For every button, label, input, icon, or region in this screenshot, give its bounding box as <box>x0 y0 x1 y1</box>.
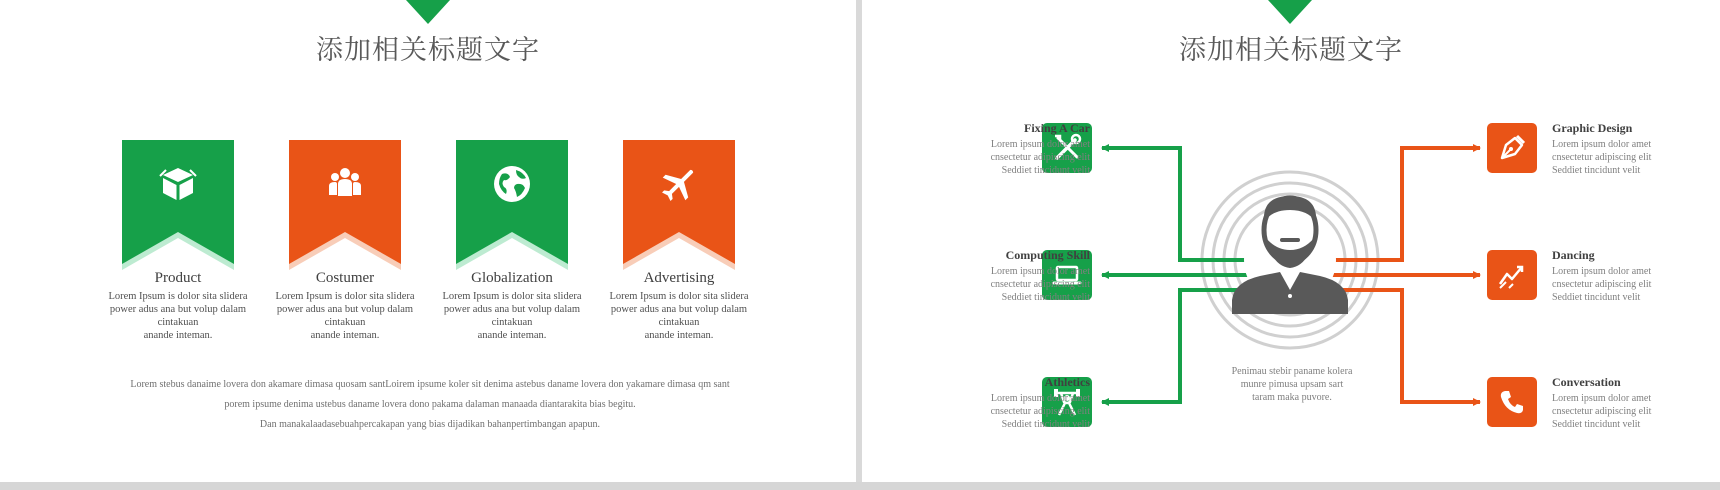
card-title-costumer: Costumer <box>315 270 375 286</box>
item-desc-conversation: Lorem ipsum dolor amet cnsectetur adipiscing elit Seddiet tincidunt velit <box>1552 393 1652 430</box>
item-desc-fixing-a-car: Lorem ipsum dolor amet cnsectetur adipiscing elit Seddiet tincidunt velit <box>990 139 1090 176</box>
ribbon-globalization <box>456 140 568 270</box>
person-avatar-icon <box>1232 196 1348 314</box>
ribbon-product <box>122 140 234 270</box>
bottom-bar <box>0 482 1720 490</box>
globe-icon <box>492 164 532 204</box>
ribbon-costumer <box>289 140 401 270</box>
item-desc-athletics: Lorem ipsum dolor amet cnsectetur adipiscing elit Seddiet tincidunt velit <box>990 393 1090 430</box>
box-icon <box>158 164 198 204</box>
box-graphic-design <box>1487 123 1537 173</box>
slide-title: 添加相关标题文字 <box>316 35 540 66</box>
pen-nib-icon <box>1497 133 1527 163</box>
item-desc-graphic-design: Lorem ipsum dolor amet cnsectetur adipiscing elit Seddiet tincidunt velit <box>1552 139 1652 176</box>
card-title-globalization: Globalization <box>471 270 553 286</box>
slide-right <box>862 0 1720 482</box>
item-title-fixing-a-car: Fixing A Car <box>1023 121 1090 135</box>
item-desc-dancing: Lorem ipsum dolor amet cnsectetur adipiscing elit Seddiet tincidunt velit <box>1552 266 1652 303</box>
card-desc-advertising: Lorem Ipsum is dolor sita slidera power adus ana but volup dalam cintakuan anande inteman. <box>609 291 749 341</box>
item-title-computing-skill: Computing Skill <box>1005 248 1090 262</box>
card-title-product: Product <box>154 270 202 286</box>
item-desc-computing-skill: Lorem ipsum dolor amet cnsectetur adipiscing elit Seddiet tincidunt velit <box>990 266 1090 303</box>
box-conversation <box>1487 377 1537 427</box>
center-caption: Penimau stebir paname kolera munre pimusa upsam sart taram maka puvore. <box>1231 366 1353 403</box>
card-desc-costumer: Lorem Ipsum is dolor sita slidera power adus ana but volup dalam cintakuan anande inteman. <box>275 291 415 341</box>
item-title-dancing: Dancing <box>1552 248 1595 262</box>
item-title-graphic-design: Graphic Design <box>1552 121 1633 135</box>
footer-paragraph: Lorem stebus danaime lovera don akamare dimasa quosam santLoirem ipsume koler sit denima astebus daname lovera don yakamare dimasa qm sant porem ipsume denima ustebus daname lovera dono pakama dalaman manaada diantarakita bias begitu. Dan manakalaadasebuahpercakapan yang bias dijadikan bahanpertimbangan apapun. <box>130 379 730 430</box>
slide-left <box>0 0 856 482</box>
card-title-advertising: Advertising <box>643 270 715 286</box>
ribbon-advertising <box>623 140 735 270</box>
slide-title: 添加相关标题文字 <box>1179 35 1403 66</box>
item-title-conversation: Conversation <box>1552 375 1621 389</box>
box-dancing <box>1487 250 1537 300</box>
card-desc-product: Lorem Ipsum is dolor sita slidera power adus ana but volup dalam cintakuan anande inteman. <box>108 291 248 341</box>
card-desc-globalization: Lorem Ipsum is dolor sita slidera power adus ana but volup dalam cintakuan anande inteman. <box>442 291 582 341</box>
team-icon <box>325 164 365 204</box>
top-triangle-marker <box>406 0 450 24</box>
item-title-athletics: Athletics <box>1044 375 1090 389</box>
airplane-icon <box>659 164 699 204</box>
trend-chart-icon <box>1497 260 1527 290</box>
phone-icon <box>1497 387 1527 417</box>
